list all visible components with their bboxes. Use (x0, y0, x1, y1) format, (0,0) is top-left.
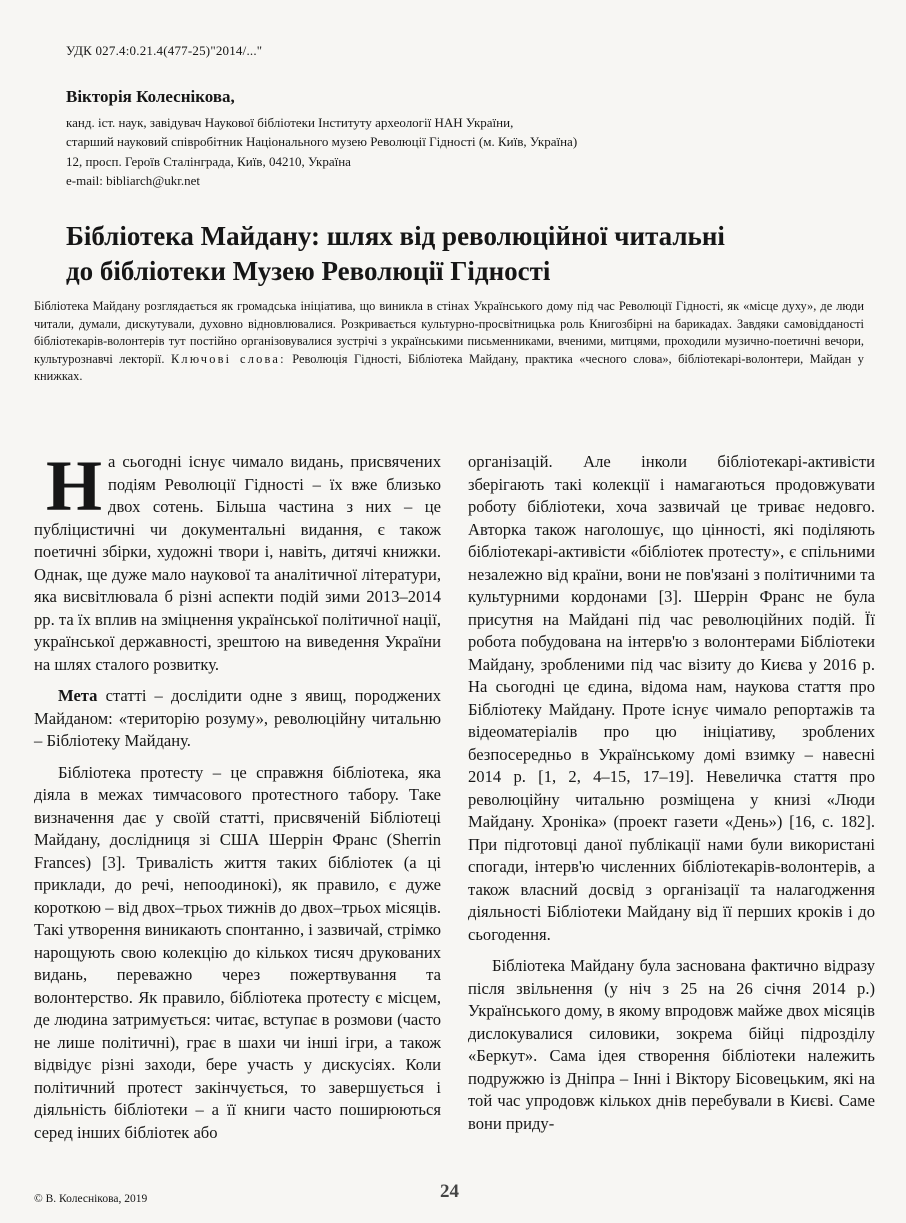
author-name: Вікторія Колеснікова, (66, 87, 235, 106)
body-paragraph (34, 685, 441, 753)
title-line: до бібліотеки Музею Революції Гідності (66, 256, 551, 286)
author-email: e-mail: bibliarch@ukr.net (66, 173, 200, 188)
author-address: 12, просп. Героїв Сталінграда, Київ, 04210, Україна (66, 154, 351, 169)
keywords-text: Революція Гідності, Бібліотека Майдану, практика «чесного слова», бібліотекарі-волонтери, Майдан у книжках. (34, 351, 864, 383)
body-paragraph: організацій. Але інколи бібліотекарі-активісти зберігають такі колекції і намагаються продовжувати роботу бібліотеки, хоча зазвичай це триває недовго. Авторка також наголошує, що цінності, які поділяють бібліотекарі-активісти «бібліотек протесту», є спільними незалежно від країни, вони не пов'язані з політичними та культурними кордонами [3]. Шеррін Франс не була присутня на Майдані під час революційних подій. Її робота побудована на інтерв'ю з волонтерами Бібліотеки Майдану, зробленими під час візиту до Києва у 2016 р. На сьогодні це єдина, відома нам, наукова стаття про Бібліотеку Майдану. Проте існує чимало репортажів та відеоматеріалів про цю ініціативу, зроблених безпосередньо в Українському домі взимку – навесні 2014 р. [1, 2, 4–15, 17–19]. Невеличка стаття про революційну читальню розміщена у книзі «Люди Майдану. Хроніка» (проект газети «День») [16, с. 182]. При підготовці даної публікації нами були використані спогади, інтерв'ю численних бібліотекарів-волонтерів, а також власний досвід з організації та налагодження діяльності Бібліотеки Майдану від її перших кроків і до сьогодення. (468, 452, 875, 944)
body-paragraph: Бібліотека Майдану була заснована фактично відразу після звільнення (у ніч з 25 на 26 січня 2014 р.) Українського дому, в якому впродовж майже двох місяців дислокувалися силовики, зокрема бійці підрозділу «Беркут». Сама ідея створення бібліотеки належить подружжю із Дніпра – Інні і Віктору Бісовецьким, які на той час упродовж кількох днів перебували в Києві. Саме вони приду- (468, 956, 875, 1133)
body-column-right (468, 451, 875, 1135)
page-number: 24 (440, 1181, 459, 1202)
article-title (66, 219, 856, 289)
author-contact (66, 152, 351, 190)
aim-label: Мета (58, 686, 98, 705)
affiliation-line: старший науковий співробітник Національного музею Революції Гідності (м. Київ, Україна) (66, 134, 578, 149)
keywords-label: Ключові слова: (170, 351, 286, 366)
body-column-left (34, 446, 441, 1144)
body-paragraph: Бібліотека протесту – це справжня бібліотека, яка діяла в межах тимчасового протестного табору. Таке визначення дає у своїй статті, присвяченій Бібліотеці Майдану, дослідниця зі США Шеррін Франс (Sherrin Frances) [3]. Тривалість життя таких бібліотек (а ці приклади, до речі, непоодинокі), як правило, є дуже короткою – від двох–трьох тижнів до двох–трьох місяців. Такі утворення виникають спонтанно, і зазвичай, стрімко нарощують свою колекцію до кількох тисяч друкованих видань, переважно через пожертвування та волонтерство. Як правило, бібліотека протесту є місцем, де людина затримується: читає, вступає в розмови (часто не лише політичні), грає в шахи чи інші ігри, а також відвідує різні заходи, бере участь у дискусіях. Коли політичний протест закінчується, то завершується і діяльність бібліотеки – а її книги часто поширюються серед інших бібліотек або (34, 762, 441, 1142)
udk-code: УДК 027.4:0.21.4(477-25)"2014/..." (66, 43, 263, 58)
copyright: © В. Колеснікова, 2019 (34, 1193, 148, 1205)
paragraph-text: а сьогодні існує чимало видань, присвячених подіям Революції Гідності – їх вже близько двох сотень. Більша частина з них – це публіцистичні чи документальні видання, є також поетичні збірки, художні твори і, навіть, дитячі книжки. Однак, ще дуже мало наукової та аналітичної літератури, яка висвітлювала б різні аспекти подій зими 2013–2014 рр. та їх вплив на зміцнення української політичної нації, української державності, зрештою на виведення України на шлях сталого розвитку. (34, 452, 441, 674)
author-affiliation (66, 113, 577, 151)
paragraph-text: статті – дослідити одне з явищ, породжених Майданом: «територію розуму», революційну читальню – Бібліотеку Майдану. (34, 686, 441, 750)
body-paragraph (34, 446, 441, 676)
affiliation-line: канд. іст. наук, завідувач Наукової бібліотеки Інституту археології НАН України, (66, 115, 514, 130)
abstract (34, 298, 864, 386)
abstract-text: Бібліотека Майдану розглядається як громадська ініціатива, що виникла в стінах Українського дому під час Революції Гідності, як «місце духу», де люди читали, думали, дискутували, духовно відновлювалися. Розкривається культурно-просвітницька роль Книгозбірні на барикадах. Завдяки самовідданості бібліотекарів-волонтерів тут постійно організовувалися зустрічі з українськими письменниками, вченими, митцями, проходили музично-поетичні вечори, культурознавчі лекторії. (34, 299, 864, 366)
drop-cap: Н (46, 446, 103, 526)
title-line: Бібліотека Майдану: шлях від революційної читальні (66, 221, 725, 251)
